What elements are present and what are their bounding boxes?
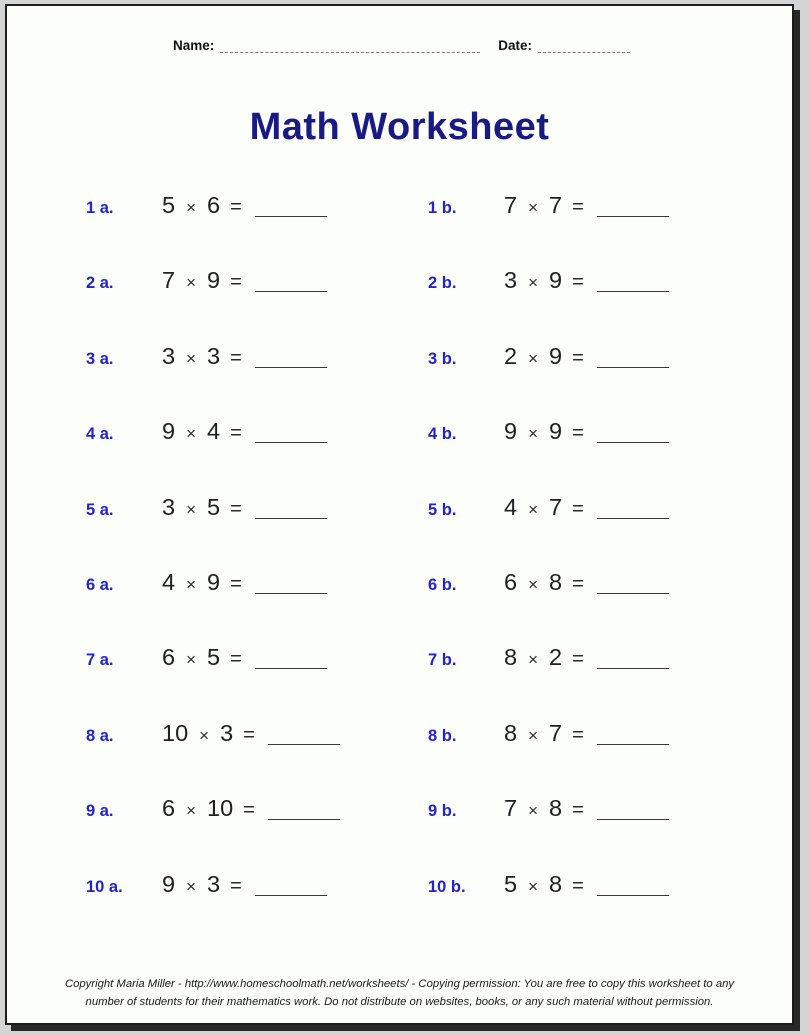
problem-cell-b <box>428 720 792 787</box>
problem-cell-a <box>86 644 428 711</box>
answer-blank <box>255 358 327 368</box>
name-label: Name: <box>173 38 215 53</box>
problem-label: 5 b. <box>428 500 457 519</box>
answer-blank <box>597 358 669 368</box>
factor-2: 2 <box>549 644 563 671</box>
equals-sign: = <box>230 572 242 595</box>
factor-2: 9 <box>207 267 221 294</box>
factor-1: 8 <box>504 719 518 746</box>
factor-1: 3 <box>162 342 176 369</box>
multiply-sign: × <box>528 725 539 745</box>
problem-cell-b <box>428 418 792 485</box>
multiply-sign: × <box>186 801 197 821</box>
problem-label: 8 b. <box>428 726 457 745</box>
date-label: Date: <box>498 38 533 53</box>
problem-row <box>7 335 792 410</box>
multiply-sign: × <box>186 198 197 217</box>
problem-label: 4 a. <box>86 425 114 444</box>
problem-cell-a <box>86 720 428 787</box>
problem-expression <box>504 267 669 293</box>
problem-expression <box>504 871 669 897</box>
problem-expression <box>162 494 327 520</box>
problem-expression <box>162 871 327 897</box>
answer-blank <box>597 735 669 745</box>
factor-2: 8 <box>549 795 563 822</box>
equals-sign: = <box>230 497 242 520</box>
problem-label: 7 a. <box>86 651 114 670</box>
factor-2: 8 <box>549 568 563 595</box>
answer-blank <box>255 584 327 594</box>
factor-2: 5 <box>207 493 221 520</box>
multiply-sign: × <box>186 348 197 368</box>
problem-cell-b <box>428 192 792 259</box>
multiply-sign: × <box>186 650 197 670</box>
problem-row <box>7 184 792 259</box>
equals-sign: = <box>572 271 584 294</box>
problem-expression <box>162 644 327 670</box>
factor-2: 7 <box>549 719 563 746</box>
multiply-sign: × <box>528 348 539 368</box>
problem-expression <box>504 494 669 520</box>
equals-sign: = <box>572 874 584 897</box>
factor-1: 8 <box>504 644 518 671</box>
multiply-sign: × <box>186 574 197 594</box>
equals-sign: = <box>572 648 584 671</box>
problem-label: 3 a. <box>86 349 114 368</box>
problem-row <box>7 259 792 334</box>
problem-label: 10 a. <box>86 877 123 896</box>
multiply-sign: × <box>528 273 539 293</box>
problem-row <box>7 410 792 485</box>
equals-sign: = <box>230 648 242 671</box>
multiply-sign: × <box>186 876 197 896</box>
factor-1: 5 <box>162 192 176 218</box>
multiply-sign: × <box>186 499 197 519</box>
footer-line-1: Copyright Maria Miller - http://www.homeschoolmath.net/worksheets/ - Copying permission: You are free to copy this worksheet to any <box>64 978 735 990</box>
problem-cell-a <box>86 418 428 485</box>
equals-sign: = <box>572 723 584 746</box>
factor-1: 7 <box>504 192 518 218</box>
problem-label: 1 a. <box>86 199 114 217</box>
factor-1: 6 <box>504 568 518 595</box>
multiply-sign: × <box>528 801 539 821</box>
multiply-sign: × <box>528 198 539 217</box>
problem-cell-b <box>428 569 792 636</box>
problem-cell-a <box>86 192 428 259</box>
problem-cell-b <box>428 343 792 410</box>
problem-expression <box>162 569 327 595</box>
problem-label: 5 a. <box>86 500 114 519</box>
problem-expression <box>162 720 340 746</box>
answer-blank <box>255 886 327 896</box>
factor-2: 6 <box>207 192 221 218</box>
problem-cell-a <box>86 795 428 862</box>
factor-2: 3 <box>207 870 221 897</box>
problem-label: 9 a. <box>86 802 114 821</box>
answer-blank <box>255 509 327 519</box>
problem-label: 7 b. <box>428 651 457 670</box>
multiply-sign: × <box>528 499 539 519</box>
answer-blank <box>255 659 327 669</box>
problem-row <box>7 712 792 787</box>
problem-label: 1 b. <box>428 199 457 217</box>
answer-blank <box>597 433 669 443</box>
factor-2: 9 <box>549 342 563 369</box>
equals-sign: = <box>572 422 584 445</box>
factor-2: 7 <box>549 493 563 520</box>
problem-label: 10 b. <box>428 877 466 896</box>
factor-2: 4 <box>207 418 221 445</box>
factor-1: 4 <box>162 568 176 595</box>
problem-row <box>7 636 792 711</box>
problem-cell-a <box>86 343 428 410</box>
factor-1: 7 <box>162 267 176 294</box>
problems-list <box>7 184 792 938</box>
problem-label: 9 b. <box>428 802 457 821</box>
problem-expression <box>162 267 327 293</box>
problem-cell-a <box>86 494 428 561</box>
problem-label: 6 a. <box>86 575 114 594</box>
equals-sign: = <box>230 346 242 369</box>
multiply-sign: × <box>528 876 539 896</box>
factor-1: 9 <box>162 418 176 445</box>
factor-1: 9 <box>162 870 176 897</box>
problem-cell-a <box>86 569 428 636</box>
equals-sign: = <box>243 723 255 746</box>
problem-label: 2 b. <box>428 274 457 293</box>
factor-2: 8 <box>549 870 563 897</box>
problem-expression <box>504 418 669 444</box>
problem-expression <box>504 720 669 746</box>
answer-blank <box>597 282 669 292</box>
problem-label: 4 b. <box>428 425 457 444</box>
answer-blank <box>597 584 669 594</box>
factor-1: 9 <box>504 418 518 445</box>
equals-sign: = <box>243 799 255 822</box>
problem-cell-b <box>428 644 792 711</box>
factor-1: 2 <box>504 342 518 369</box>
problem-row <box>7 863 792 938</box>
factor-2: 3 <box>220 719 234 746</box>
problem-label: 8 a. <box>86 726 114 745</box>
multiply-sign: × <box>186 273 197 293</box>
factor-2: 10 <box>207 795 234 822</box>
problem-expression <box>504 569 669 595</box>
factor-1: 3 <box>162 493 176 520</box>
problem-expression <box>162 343 327 369</box>
equals-sign: = <box>230 271 242 294</box>
name-blank-line <box>220 39 480 53</box>
factor-1: 4 <box>504 493 518 520</box>
problem-expression <box>162 192 327 218</box>
worksheet-page <box>5 4 794 1025</box>
problem-row <box>7 787 792 862</box>
multiply-sign: × <box>528 650 539 670</box>
factor-1: 3 <box>504 267 518 294</box>
problem-cell-a <box>86 871 428 938</box>
answer-blank <box>255 282 327 292</box>
answer-blank <box>255 207 327 217</box>
equals-sign: = <box>572 799 584 822</box>
page-title: Math Worksheet <box>249 106 550 148</box>
multiply-sign: × <box>528 574 539 594</box>
problem-expression <box>162 795 340 821</box>
factor-2: 3 <box>207 342 221 369</box>
answer-blank <box>597 886 669 896</box>
factor-2: 9 <box>207 568 221 595</box>
date-blank-line <box>538 39 630 53</box>
equals-sign: = <box>230 196 242 218</box>
answer-blank <box>597 810 669 820</box>
equals-sign: = <box>572 572 584 595</box>
factor-1: 7 <box>504 795 518 822</box>
answer-blank <box>597 659 669 669</box>
problem-row <box>7 561 792 636</box>
problem-expression <box>162 418 327 444</box>
header <box>173 36 752 53</box>
factor-1: 6 <box>162 644 176 671</box>
problem-label: 2 a. <box>86 274 114 293</box>
equals-sign: = <box>230 874 242 897</box>
footer-copyright <box>7 975 792 1011</box>
answer-blank <box>268 735 340 745</box>
equals-sign: = <box>572 346 584 369</box>
problem-label: 3 b. <box>428 349 457 368</box>
problem-expression <box>504 795 669 821</box>
problem-cell-a <box>86 267 428 334</box>
factor-2: 9 <box>549 267 563 294</box>
problem-expression <box>504 343 669 369</box>
multiply-sign: × <box>528 424 539 444</box>
problem-label: 6 b. <box>428 575 457 594</box>
equals-sign: = <box>230 422 242 445</box>
factor-2: 7 <box>549 192 563 218</box>
footer-line-2: number of students for their mathematics work. Do not distribute on websites, books, or any such material without permission. <box>85 996 714 1008</box>
problem-expression <box>504 644 669 670</box>
multiply-sign: × <box>186 424 197 444</box>
problem-expression <box>504 192 669 218</box>
problem-row <box>7 486 792 561</box>
factor-1: 10 <box>162 719 189 746</box>
problem-cell-b <box>428 494 792 561</box>
multiply-sign: × <box>199 725 210 745</box>
problem-cell-b <box>428 795 792 862</box>
equals-sign: = <box>572 196 584 218</box>
answer-blank <box>597 207 669 217</box>
factor-1: 6 <box>162 795 176 822</box>
equals-sign: = <box>572 497 584 520</box>
factor-1: 5 <box>504 870 518 897</box>
problem-cell-b <box>428 871 792 938</box>
problem-cell-b <box>428 267 792 334</box>
factor-2: 9 <box>549 418 563 445</box>
factor-2: 5 <box>207 644 221 671</box>
answer-blank <box>268 810 340 820</box>
answer-blank <box>597 509 669 519</box>
answer-blank <box>255 433 327 443</box>
